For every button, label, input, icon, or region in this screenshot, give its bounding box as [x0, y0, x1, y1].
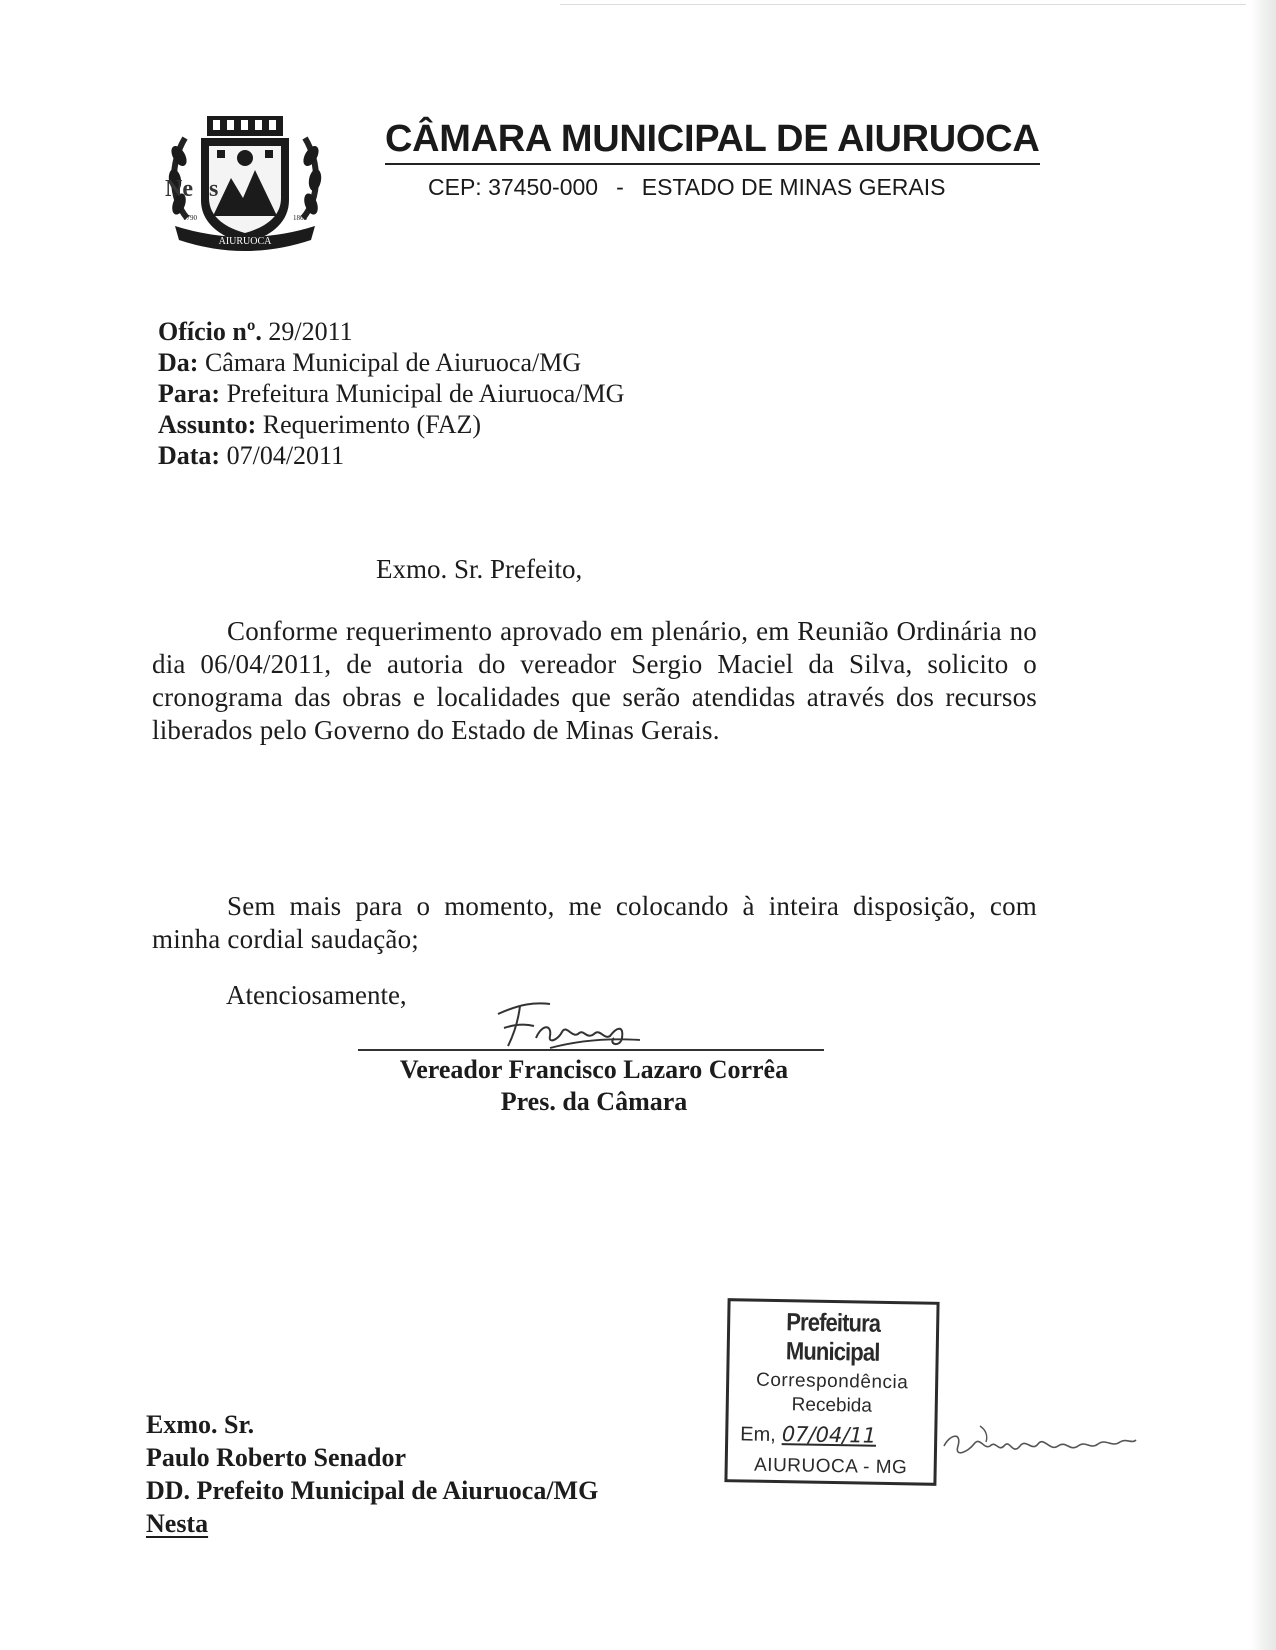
header-divider	[385, 163, 1040, 165]
stamp-line-5: AIURUOCA - MG	[753, 1454, 908, 1479]
signer-block	[374, 1054, 814, 1118]
stamp-date-line	[728, 1421, 934, 1450]
letter-meta	[158, 316, 624, 471]
crest-text-left: Ne	[165, 176, 193, 202]
received-stamp	[724, 1298, 939, 1486]
meta-da: Da: Câmara Municipal de Aiuruoca/MG	[158, 348, 582, 377]
closing: Atenciosamente,	[226, 980, 407, 1010]
body-paragraph-1: Conforme requerimento aprovado em plenário, em Reunião Ordinária no dia 06/04/2011, de autoria do vereador Sergio Maciel da Silva, solicito o cronograma das obras e localidades que serão atendidas através dos recursos liberados pelo Governo do Estado de Minas Gerais.	[152, 616, 1037, 745]
addressee-line-2: Paulo Roberto Senador	[146, 1443, 406, 1472]
crest-year-right: 1868	[293, 214, 307, 222]
meta-data: Data: 07/04/2011	[158, 441, 345, 470]
scan-edge-shadow	[1250, 0, 1276, 1650]
handwritten-signature-icon	[490, 994, 660, 1054]
signer-role: Pres. da Câmara	[500, 1087, 688, 1116]
stamp-em-label: Em,	[740, 1423, 776, 1447]
stamp-line-2: Correspondência	[755, 1369, 909, 1394]
scan-top-line	[560, 4, 1246, 5]
salutation: Exmo. Sr. Prefeito,	[376, 554, 583, 584]
header-title: CÂMARA MUNICIPAL DE AIURUOCA	[385, 118, 1040, 160]
body-paragraph-2: Sem mais para o momento, me colocando à inteira disposição, com minha cordial saudação;	[152, 891, 1037, 954]
crest-year-left: 1790	[183, 214, 197, 222]
addressee-line-4: Nesta	[146, 1509, 209, 1538]
addressee-line-1: Exmo. Sr.	[146, 1410, 255, 1439]
stamp-date: 07/04/11	[781, 1422, 877, 1448]
crest-text-right: s	[209, 176, 219, 202]
signer-name: Vereador Francisco Lazaro Corrêa	[399, 1055, 789, 1084]
stamp-line-1: Prefeitura Municipal	[785, 1308, 881, 1367]
stamp-line-3: Recebida	[791, 1394, 873, 1417]
signature-line	[358, 1049, 824, 1051]
municipal-coat-of-arms-icon	[165, 108, 325, 260]
meta-oficio: Ofício nº. 29/2011	[158, 317, 353, 346]
crest-banner-text: AIURUOCA	[218, 236, 272, 247]
meta-para: Para: Prefeitura Municipal de Aiuruoca/MG	[158, 379, 625, 408]
addressee-block	[146, 1408, 598, 1540]
addressee-line-3: DD. Prefeito Municipal de Aiuruoca/MG	[146, 1476, 599, 1505]
header-state: ESTADO DE MINAS GERAIS	[641, 174, 946, 200]
header-cep: CEP: 37450-000	[428, 174, 599, 200]
receiver-signature-icon	[940, 1416, 1140, 1466]
header-subtitle	[428, 174, 946, 201]
meta-assunto: Assunto: Requerimento (FAZ)	[158, 410, 482, 439]
header-separator: -	[616, 174, 624, 200]
